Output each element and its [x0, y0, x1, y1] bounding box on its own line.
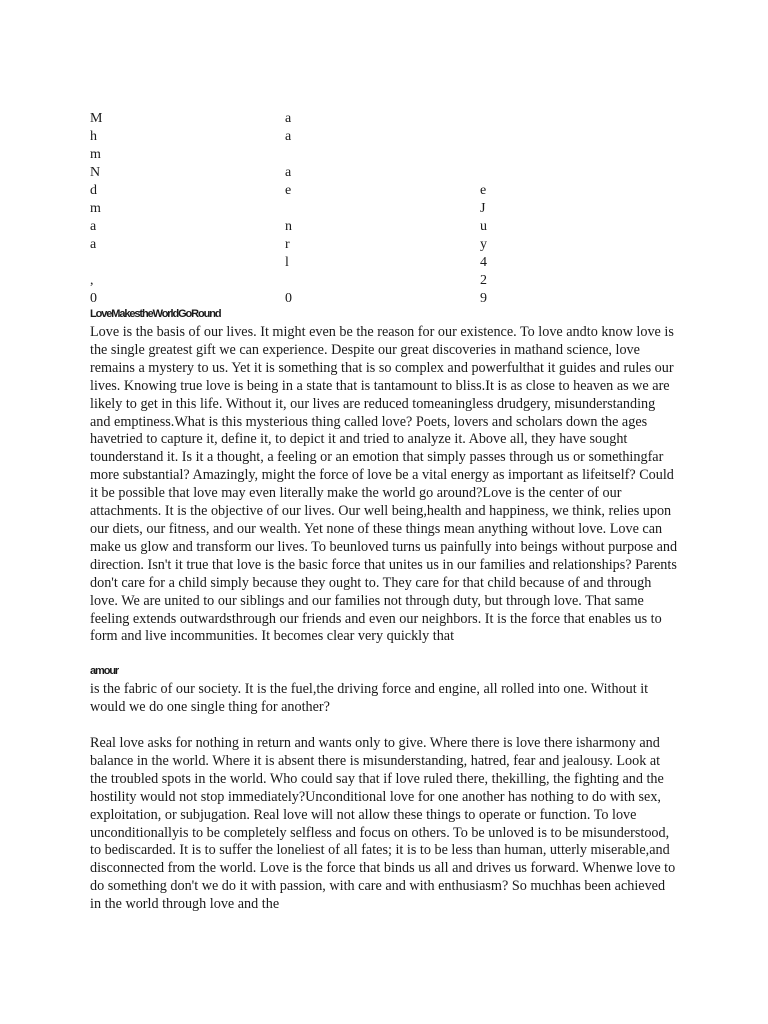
header-char-row — [90, 146, 510, 164]
body-paragraph-1: Love is the basis of our lives. It might even be the reason for our existence. To love andto know love is the single greatest gift we can experience. Despite our great discoveries in mathand science, love remains a mystery to us. Yet it is something that is so complex and powerfulthat it guides and rules our lives. Knowing true love is being in a state that is tantamount to bliss.It is as close to heaven as we are likely to get in this life. Without it, our lives are reduced tomeaningless drudgery, misunderstanding and emptiness.What is this mysterious thing called love? Poets, lovers and scholars down the ages havetried to capture it, define it, to depict it and tried to analyze it. Above all, they have sought tounderstand it. Is it a thought, a feeling or an emotion that simply passes through us or somethingfar more substantial? Amazingly, might the force of love be a vital energy as important as lifeitself? Could it be possible that love may even literally make the world go around?Love is the center of our attachments. It is the objective of our lives. Our well being,health and happiness, we think, relies upon our diets, our fitness, and our wealth. Yet none of these things mean anything without love. Love can make us glow and transform our lives. To beunloved turns us painfully into beings without purpose and direction. Isn't it true that love is the basic force that unites us in our families and relationships? Parents don't care for a child simply because they ought to. They care for that child because of and through love. We are united to our siblings and our families not through duty, but through love. That same feeling extends outwardsthrough our friends and even our neighbors. It is the force that enables us to form and live incommunities. It becomes clear very quickly that — [90, 324, 678, 645]
header-char-row — [90, 182, 510, 200]
header-char: n — [285, 219, 292, 234]
header-char-row — [90, 290, 510, 308]
header-char: , — [90, 273, 94, 288]
header-char: a — [90, 237, 97, 252]
header-char: 0 — [90, 291, 97, 306]
header-char-row — [90, 110, 510, 128]
header-char: h — [90, 129, 97, 144]
header-char: m — [90, 201, 101, 216]
header-char: 2 — [480, 273, 487, 288]
header-char: 9 — [480, 291, 487, 306]
header-char-row — [90, 254, 510, 272]
body-paragraph-1-continuation: is the fabric of our society. It is the fuel,the driving force and engine, all rolled into one. Without it would we do one single thing for another? — [90, 681, 649, 715]
header-char: 4 — [480, 255, 487, 270]
header-char: r — [285, 237, 290, 252]
header-char-row — [90, 164, 510, 182]
amour-heading: amour — [90, 665, 119, 677]
header-char: e — [285, 183, 292, 198]
header-char: y — [480, 237, 487, 252]
header-char-row — [90, 200, 510, 218]
scattered-header-characters — [90, 110, 510, 308]
body-paragraph-2: Real love asks for nothing in return and wants only to give. Where there is love there isharmony and balance in the world. Where it is absent there is misunderstanding, hatred, fear and jealousy. Look at the troubled spots in the world. Who could say that if love ruled there, thekilling, the fighting and the hostility would not stop immediately?Unconditional love for one another has nothing to do with sex, exploitation, or subjugation. Real love will not allow these things to operate or function. To love unconditionallyis to be completely selfless and focus on others. To be unloved is to be misunderstood, to bediscarded. It is to suffer the loneliest of all fates; it is to be less than human, utterly miserable,and disconnected from the world. Love is the force that binds us all and drives us forward. Whenwe love to do something don't we do it with passion, with care and with enthusiasm? So muchhas been achieved in the world through love and the — [90, 735, 676, 913]
header-char: u — [480, 219, 487, 234]
header-char: M — [90, 111, 103, 126]
header-char-row — [90, 272, 510, 290]
header-char: d — [90, 183, 97, 198]
document-title: LoveMakestheWorldGoRound — [90, 308, 221, 320]
header-char: m — [90, 147, 101, 162]
header-char: a — [285, 111, 292, 126]
header-char: 0 — [285, 291, 292, 306]
header-char: J — [480, 201, 486, 216]
header-char: N — [90, 165, 101, 180]
header-char: l — [285, 255, 289, 270]
header-char-row — [90, 218, 510, 236]
header-char: a — [285, 129, 292, 144]
header-char: a — [90, 219, 97, 234]
header-char: a — [285, 165, 292, 180]
header-char: e — [480, 183, 487, 198]
header-char-row — [90, 236, 510, 254]
header-char-row — [90, 128, 510, 146]
